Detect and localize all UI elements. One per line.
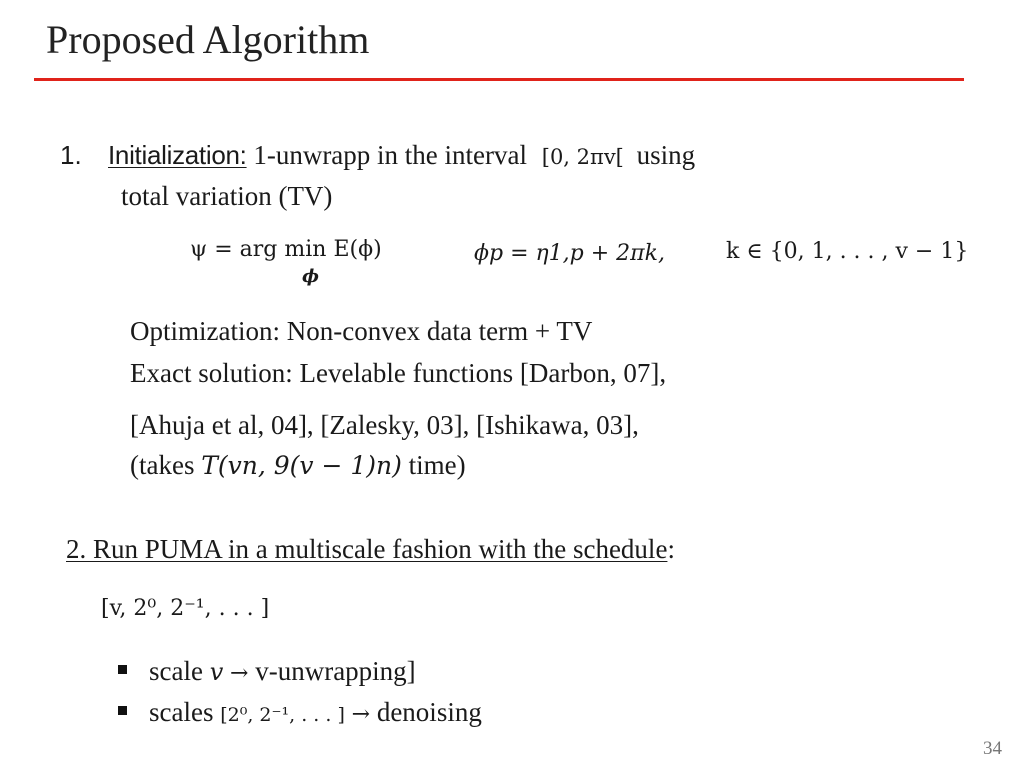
square-bullet-icon	[118, 706, 127, 715]
complexity-prefix: (takes	[130, 450, 195, 480]
page-number: 34	[983, 738, 1002, 759]
title-divider	[34, 78, 964, 81]
arrow-icon: →	[351, 702, 371, 727]
bullet-math: [2⁰, 2⁻¹, . . . ]	[220, 704, 345, 726]
item1-using: using	[636, 140, 696, 170]
bullet-scale-v	[118, 656, 416, 687]
item1-line1	[60, 140, 695, 171]
equation-psi-text: ψ = arg min E(ϕ)	[190, 237, 382, 262]
optimization-line: Optimization: Non-convex data term + TV	[130, 316, 593, 346]
bullet-text: v-unwrapping]	[255, 656, 416, 686]
equation-phi: ϕp = η1,p + 2πk,	[474, 241, 665, 266]
slide-title: Proposed Algorithm	[46, 17, 370, 62]
bullet-prefix: scales	[149, 697, 214, 727]
item1-text: 1-unwrapp in the interval	[253, 140, 527, 170]
square-bullet-icon	[118, 665, 127, 674]
bullet-scales-denoising	[118, 697, 482, 728]
interval-math: [0, 2πv[	[541, 145, 624, 169]
complexity-line	[130, 450, 466, 481]
item1-line2: total variation (TV)	[121, 181, 333, 211]
references-line: [Ahuja et al, 04], [Zalesky, 03], [Ishikawa, 03],	[130, 410, 639, 440]
item1-number: 1.	[60, 140, 82, 170]
item1-label: Initialization:	[108, 140, 247, 170]
bullet-text: denoising	[376, 697, 482, 727]
bullet-math: v	[209, 658, 224, 686]
complexity-suffix: time)	[408, 450, 466, 480]
equation-psi	[190, 237, 382, 287]
bullet-prefix: scale	[149, 656, 203, 686]
exact-solution-line: Exact solution: Levelable functions [Darbon, 07],	[130, 358, 667, 388]
item2-colon: :	[667, 534, 675, 564]
item2-label: 2. Run PUMA in a multiscale fashion with the schedule	[66, 534, 668, 564]
item2-heading	[66, 534, 675, 565]
equation-psi-subscript: ϕ	[302, 266, 319, 287]
complexity-math: T(vn, 9(v − 1)n)	[201, 451, 402, 480]
schedule-math: [v, 2⁰, 2⁻¹, . . . ]	[101, 596, 270, 621]
arrow-icon: →	[230, 661, 249, 686]
equation-k-range: k ∈ {0, 1, . . . , v − 1}	[726, 239, 969, 264]
